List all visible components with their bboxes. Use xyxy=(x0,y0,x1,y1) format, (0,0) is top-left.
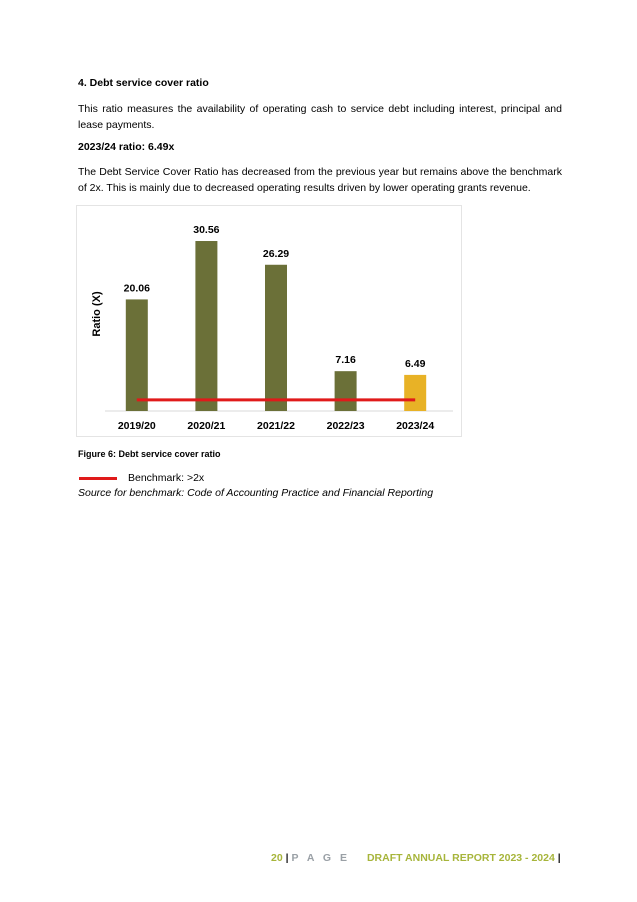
y-axis-label: Ratio (X) xyxy=(91,291,103,337)
data-label-2022-23: 7.16 xyxy=(335,354,356,367)
page-footer xyxy=(271,852,561,864)
benchmark-source: Source for benchmark: Code of Accounting Practice and Financial Reporting xyxy=(78,487,434,499)
footer-separator: | xyxy=(285,852,289,864)
data-label-2023-24: 6.49 xyxy=(404,357,426,370)
x-tick-label-2022-23: 2022/23 xyxy=(326,420,365,432)
benchmark-legend-line xyxy=(79,477,117,480)
x-tick-label-2019-20: 2019/20 xyxy=(117,420,156,432)
x-tick-label-2023-24: 2023/24 xyxy=(396,420,435,432)
footer-end-separator: | xyxy=(557,852,561,864)
data-label-2020-21: 30.56 xyxy=(193,224,220,237)
section-heading: 4. Debt service cover ratio xyxy=(78,77,209,89)
bar-2023-24 xyxy=(404,375,426,411)
bar-2022-23 xyxy=(335,371,357,411)
page-word: P A G E xyxy=(291,852,351,864)
benchmark-legend-label: Benchmark: >2x xyxy=(128,472,205,484)
intro-paragraph: This ratio measures the availability of operating cash to service debt including interest, principal and lease payments. xyxy=(78,103,562,131)
bar-2020-21 xyxy=(195,241,217,411)
page-number: 20 xyxy=(271,852,283,864)
ratio-heading: 2023/24 ratio: 6.49x xyxy=(78,141,175,153)
chart-container xyxy=(76,205,462,437)
data-label-2019-20: 20.06 xyxy=(123,282,150,295)
debt-service-chart xyxy=(77,206,463,438)
data-label-2021-22: 26.29 xyxy=(262,247,290,260)
explanation-paragraph: The Debt Service Cover Ratio has decreased from the previous year but remains above the benchmark of 2x. This is mainly due to decreased operating results driven by lower operating grants revenue. xyxy=(78,166,562,194)
bar-2021-22 xyxy=(265,265,287,411)
bar-2019-20 xyxy=(126,299,148,411)
x-tick-label-2021-22: 2021/22 xyxy=(257,420,295,432)
x-tick-label-2020-21: 2020/21 xyxy=(187,420,226,432)
figure-caption: Figure 6: Debt service cover ratio xyxy=(78,449,221,459)
report-title: DRAFT ANNUAL REPORT 2023 - 2024 xyxy=(366,852,555,864)
